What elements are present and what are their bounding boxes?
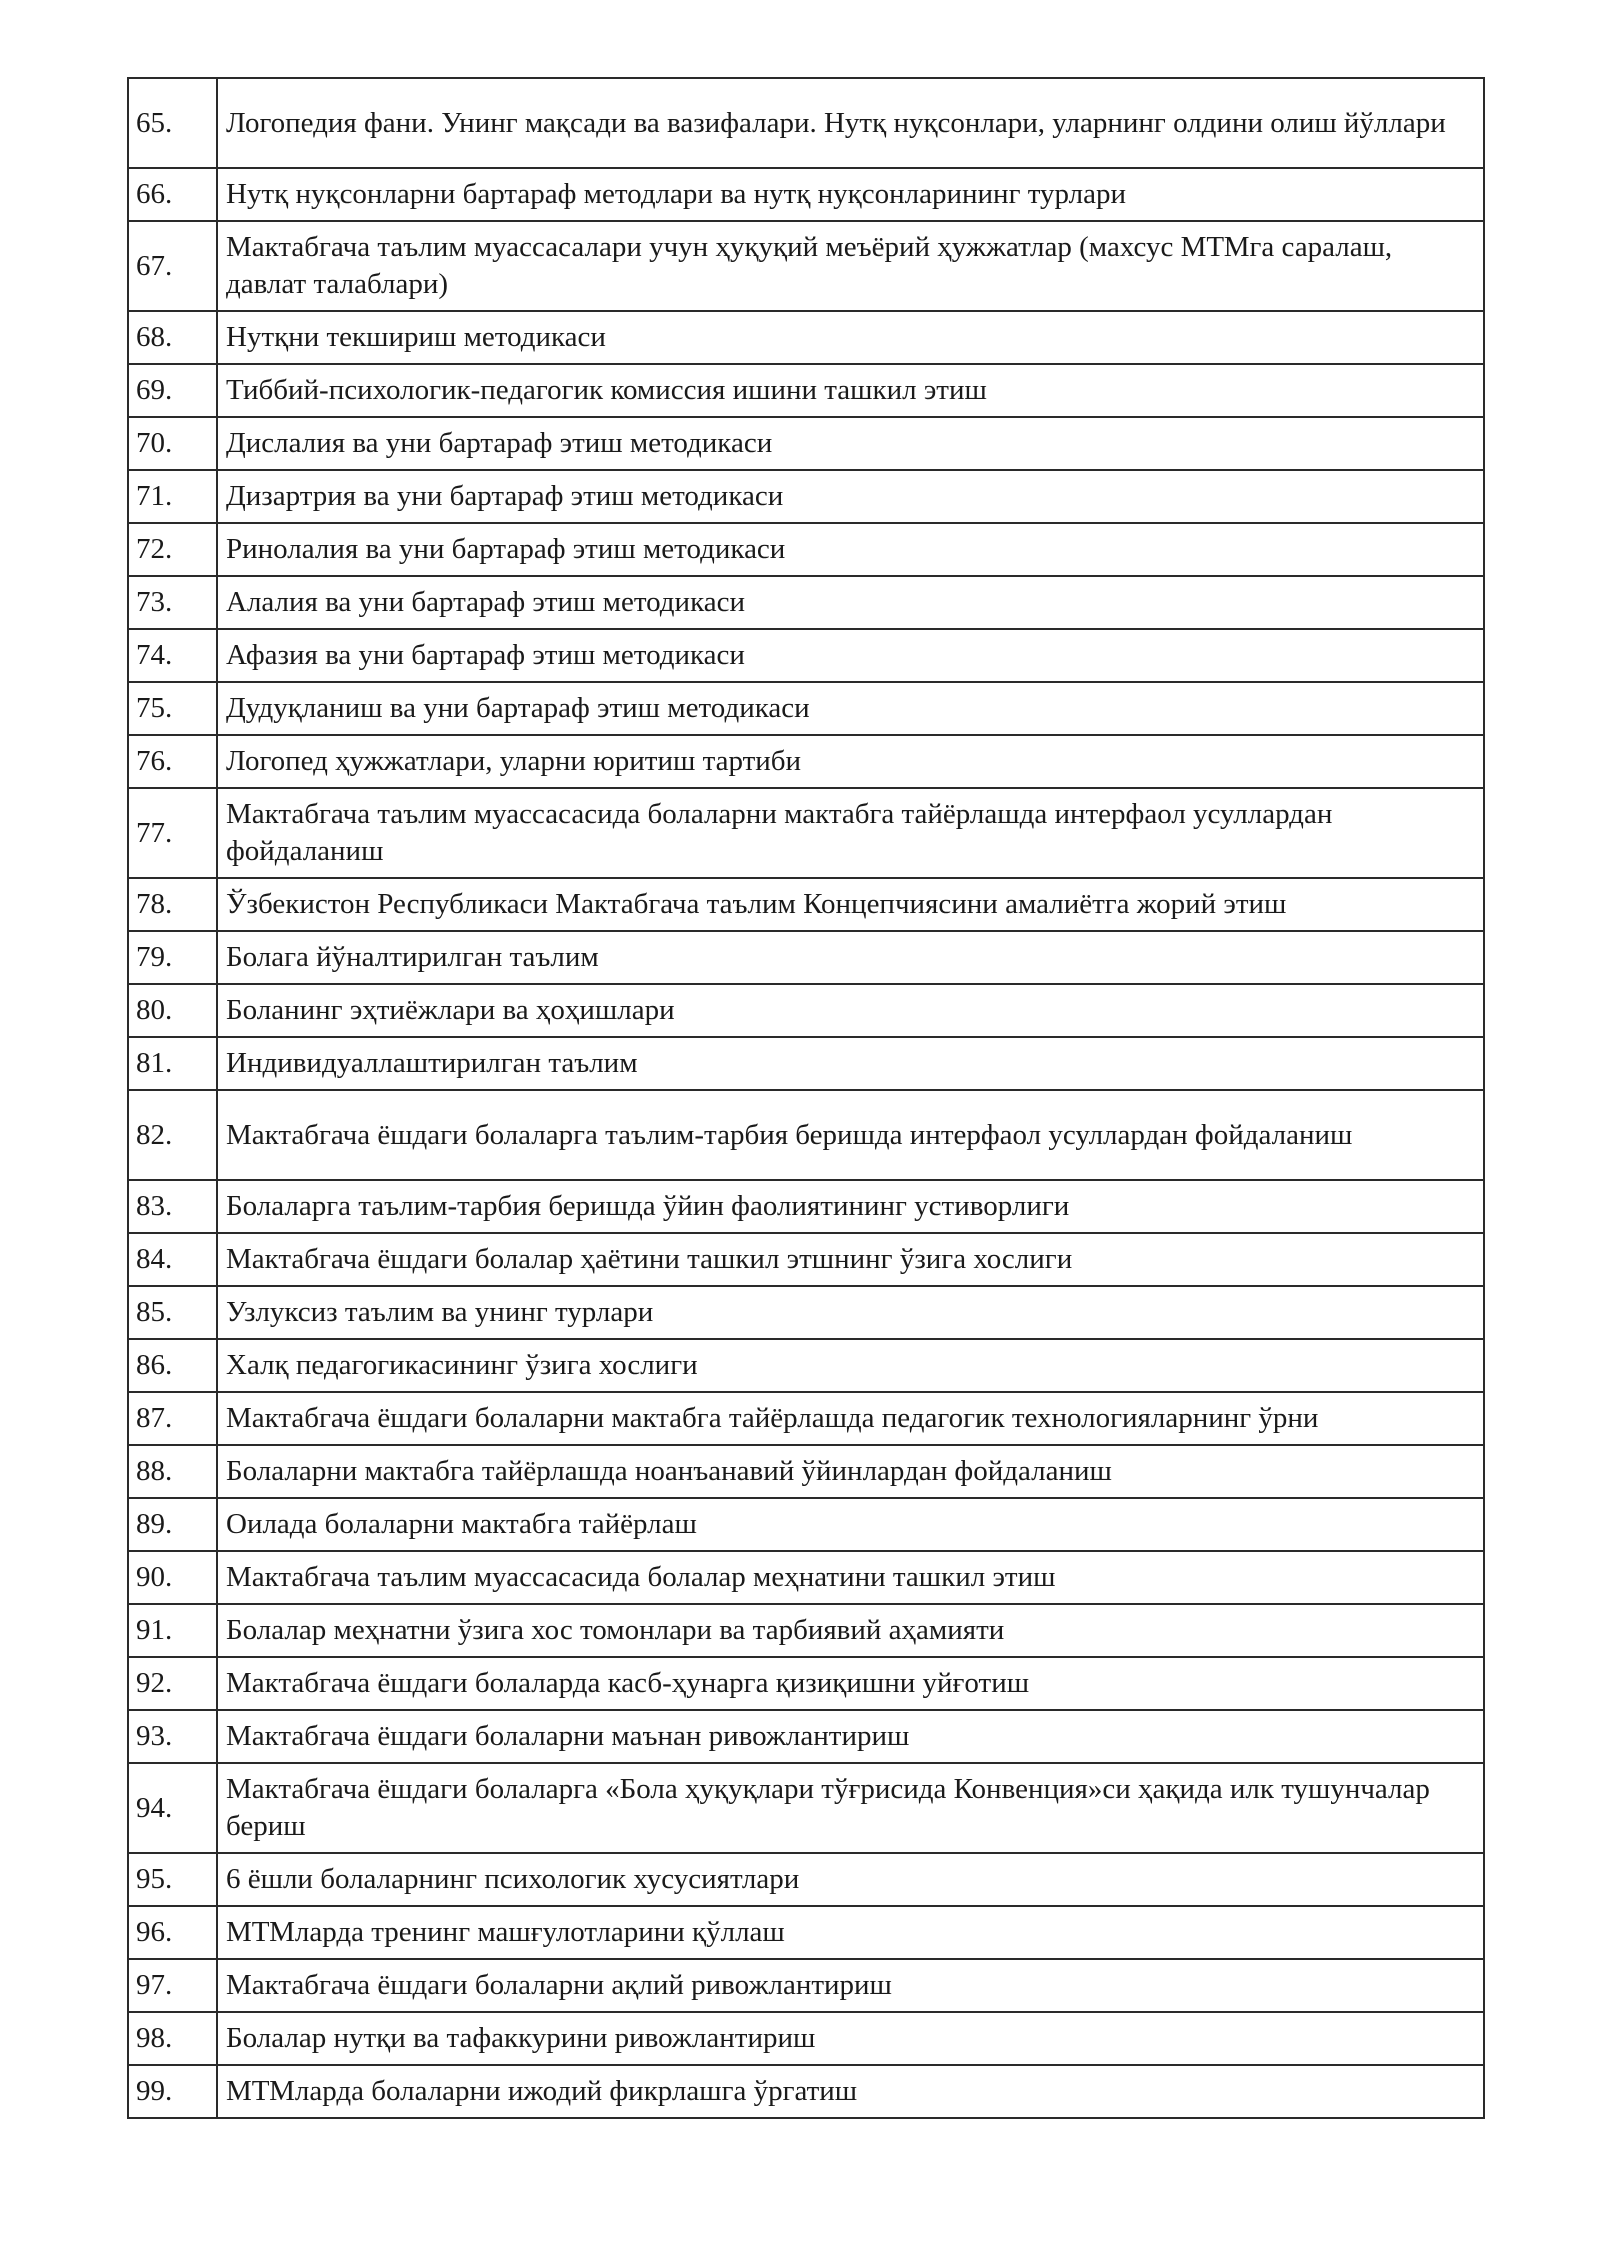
topic-text: Мактабгача таълим муассасасида болаларни мактабга тайёрлашда интерфаол усуллардан фойдаланиш <box>217 788 1484 878</box>
row-number: 69. <box>128 364 217 417</box>
topic-text: Дизартрия ва уни бартараф этиш методикаси <box>217 470 1484 523</box>
row-number: 76. <box>128 735 217 788</box>
table-row <box>128 2065 1484 2118</box>
table-row <box>128 1551 1484 1604</box>
table-row <box>128 470 1484 523</box>
row-number: 84. <box>128 1233 217 1286</box>
row-number: 74. <box>128 629 217 682</box>
row-number: 67. <box>128 221 217 311</box>
row-number: 82. <box>128 1090 217 1180</box>
table-row <box>128 1339 1484 1392</box>
table-row <box>128 78 1484 168</box>
topic-text: Мактабгача ёшдаги болаларни ақлий ривожлантириш <box>217 1959 1484 2012</box>
row-number: 77. <box>128 788 217 878</box>
row-number: 68. <box>128 311 217 364</box>
row-number: 87. <box>128 1392 217 1445</box>
topic-text: 6 ёшли болаларнинг психологик хусусиятлари <box>217 1853 1484 1906</box>
table-row <box>128 1445 1484 1498</box>
table-row <box>128 1710 1484 1763</box>
row-number: 75. <box>128 682 217 735</box>
row-number: 85. <box>128 1286 217 1339</box>
table-row <box>128 629 1484 682</box>
table-row <box>128 523 1484 576</box>
table-row <box>128 1233 1484 1286</box>
table-row <box>128 576 1484 629</box>
table-row <box>128 221 1484 311</box>
topic-text: Болаларни мактабга тайёрлашда ноанъанавий ўйинлардан фойдаланиш <box>217 1445 1484 1498</box>
row-number: 72. <box>128 523 217 576</box>
row-number: 98. <box>128 2012 217 2065</box>
table-row <box>128 364 1484 417</box>
table-row <box>128 1959 1484 2012</box>
topic-text: Ринолалия ва уни бартараф этиш методикаси <box>217 523 1484 576</box>
row-number: 88. <box>128 1445 217 1498</box>
row-number: 81. <box>128 1037 217 1090</box>
row-number: 73. <box>128 576 217 629</box>
table-row <box>128 168 1484 221</box>
table-row <box>128 878 1484 931</box>
table-row <box>128 1763 1484 1853</box>
table-row <box>128 311 1484 364</box>
table-row <box>128 1286 1484 1339</box>
topic-text: Нутқни текшириш методикаси <box>217 311 1484 364</box>
topic-text: Мактабгача ёшдаги болаларга таълим-тарбия беришда интерфаол усуллардан фойдаланиш <box>217 1090 1484 1180</box>
row-number: 94. <box>128 1763 217 1853</box>
table-row <box>128 1498 1484 1551</box>
topic-text: Болалар нутқи ва тафаккурини ривожлантириш <box>217 2012 1484 2065</box>
topic-text: Узлуксиз таълим ва унинг турлари <box>217 1286 1484 1339</box>
topic-text: Болага йўналтирилган таълим <box>217 931 1484 984</box>
table-row <box>128 1906 1484 1959</box>
row-number: 93. <box>128 1710 217 1763</box>
topics-table-body <box>128 78 1484 2118</box>
row-number: 89. <box>128 1498 217 1551</box>
row-number: 70. <box>128 417 217 470</box>
row-number: 95. <box>128 1853 217 1906</box>
topic-text: Дудуқланиш ва уни бартараф этиш методикаси <box>217 682 1484 735</box>
topic-text: МТМларда тренинг машғулотларини қўллаш <box>217 1906 1484 1959</box>
table-row <box>128 417 1484 470</box>
topic-text: Оилада болаларни мактабга тайёрлаш <box>217 1498 1484 1551</box>
topic-text: Мактабгача ёшдаги болаларга «Бола ҳуқуқлари тўғрисида Конвенция»си ҳақида илк тушунчалар бериш <box>217 1763 1484 1853</box>
row-number: 92. <box>128 1657 217 1710</box>
topic-text: Мактабгача ёшдаги болалар ҳаётини ташкил этшнинг ўзига хослиги <box>217 1233 1484 1286</box>
row-number: 86. <box>128 1339 217 1392</box>
topic-text: Алалия ва уни бартараф этиш методикаси <box>217 576 1484 629</box>
topic-text: Халқ педагогикасининг ўзига хослиги <box>217 1339 1484 1392</box>
table-row <box>128 682 1484 735</box>
topic-text: Ўзбекистон Республикаси Мактабгача таълим Концепчиясини амалиётга жорий этиш <box>217 878 1484 931</box>
table-row <box>128 1392 1484 1445</box>
table-row <box>128 1657 1484 1710</box>
row-number: 79. <box>128 931 217 984</box>
topic-text: Дислалия ва уни бартараф этиш методикаси <box>217 417 1484 470</box>
topic-text: Боланинг эҳтиёжлари ва ҳоҳишлари <box>217 984 1484 1037</box>
table-row <box>128 2012 1484 2065</box>
topic-text: Афазия ва уни бартараф этиш методикаси <box>217 629 1484 682</box>
topic-text: Мактабгача таълим муассасасида болалар меҳнатини ташкил этиш <box>217 1551 1484 1604</box>
table-row <box>128 1037 1484 1090</box>
row-number: 66. <box>128 168 217 221</box>
row-number: 83. <box>128 1180 217 1233</box>
table-row <box>128 1604 1484 1657</box>
topics-table <box>127 77 1485 2119</box>
table-row <box>128 1180 1484 1233</box>
topic-text: Мактабгача ёшдаги болаларни мактабга тайёрлашда педагогик технологияларнинг ўрни <box>217 1392 1484 1445</box>
row-number: 96. <box>128 1906 217 1959</box>
row-number: 99. <box>128 2065 217 2118</box>
topic-text: МТМларда болаларни ижодий фикрлашга ўргатиш <box>217 2065 1484 2118</box>
table-row <box>128 1853 1484 1906</box>
topic-text: Болаларга таълим-тарбия беришда ўйин фаолиятининг устиворлиги <box>217 1180 1484 1233</box>
topic-text: Мактабгача таълим муассасалари учун ҳуқуқий меъёрий ҳужжатлар (махсус МТМга саралаш, давлат талаблари) <box>217 221 1484 311</box>
table-row <box>128 984 1484 1037</box>
row-number: 71. <box>128 470 217 523</box>
row-number: 91. <box>128 1604 217 1657</box>
topic-text: Логопедия фани. Унинг мақсади ва вазифалари. Нутқ нуқсонлари, уларнинг олдини олиш йўллари <box>217 78 1484 168</box>
row-number: 80. <box>128 984 217 1037</box>
topic-text: Логопед ҳужжатлари, уларни юритиш тартиби <box>217 735 1484 788</box>
row-number: 97. <box>128 1959 217 2012</box>
topic-text: Тиббий-психологик-педагогик комиссия ишини ташкил этиш <box>217 364 1484 417</box>
row-number: 78. <box>128 878 217 931</box>
topic-text: Мактабгача ёшдаги болаларни маънан ривожлантириш <box>217 1710 1484 1763</box>
topic-text: Нутқ нуқсонларни бартараф методлари ва нутқ нуқсонларининг турлари <box>217 168 1484 221</box>
table-row <box>128 1090 1484 1180</box>
topic-text: Мактабгача ёшдаги болаларда касб-ҳунарга қизиқишни уйғотиш <box>217 1657 1484 1710</box>
table-row <box>128 788 1484 878</box>
topic-text: Болалар меҳнатни ўзига хос томонлари ва тарбиявий аҳамияти <box>217 1604 1484 1657</box>
row-number: 65. <box>128 78 217 168</box>
row-number: 90. <box>128 1551 217 1604</box>
table-row <box>128 735 1484 788</box>
topic-text: Индивидуаллаштирилган таълим <box>217 1037 1484 1090</box>
table-row <box>128 931 1484 984</box>
